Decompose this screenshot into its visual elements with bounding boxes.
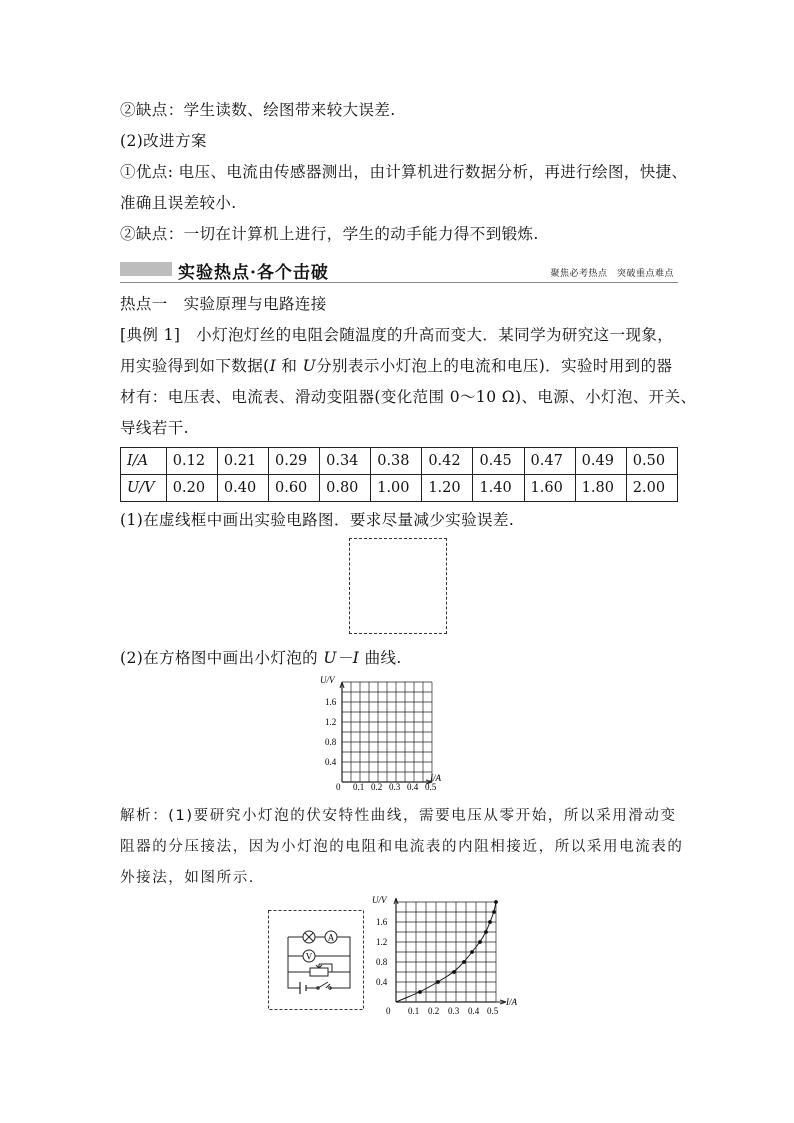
table-label-U: U/V	[121, 475, 167, 502]
data-point	[484, 930, 488, 934]
example-line-2a: 用实验得到如下数据(	[120, 357, 270, 375]
table-cell: 0.29	[269, 448, 320, 475]
origin-label: 0	[336, 782, 341, 792]
table-cell: 0.49	[575, 448, 626, 475]
table-cell: 0.80	[320, 475, 371, 502]
example-line-2c: 分别表示小灯泡上的电流和电压)．实验时用到的器	[316, 357, 673, 375]
table-cell: 0.60	[269, 475, 320, 502]
question-2-var: U－I	[323, 649, 360, 667]
lamp-x-icon	[305, 933, 313, 941]
table-cell: 0.34	[320, 448, 371, 475]
ammeter-label: A	[327, 932, 335, 943]
table-cell: 0.20	[166, 475, 217, 502]
x-tick-label: 0.5	[487, 1006, 499, 1016]
data-table	[120, 447, 678, 502]
table-cell: 1.20	[422, 475, 473, 502]
table-cell: 0.45	[473, 448, 524, 475]
cons-line-2: ②缺点：一切在计算机上进行，学生的动手能力得不到锻炼.	[120, 225, 539, 243]
solution-line-3: 外接法，如图所示.	[120, 870, 256, 886]
data-point	[436, 980, 440, 984]
axis-arrows	[340, 682, 432, 784]
battery	[300, 982, 306, 994]
section-banner	[120, 258, 678, 283]
table-cell: 0.40	[217, 475, 268, 502]
improve-title: (2)改进方案	[120, 132, 207, 150]
question-2	[120, 646, 402, 668]
table-label-I: I/A	[121, 448, 167, 475]
circuit-dashed-border	[269, 911, 364, 1010]
axis-arrows	[394, 898, 506, 1004]
y-axis-label: U/V	[372, 895, 387, 905]
table-row-current	[121, 448, 678, 475]
x-tick-label: 0.4	[468, 1006, 480, 1016]
circuit-diagram	[268, 910, 364, 1010]
table-cell: 1.00	[371, 475, 422, 502]
data-point	[488, 920, 492, 924]
y-tick-label: 0.8	[325, 737, 337, 747]
example-line-1: [典例 1] 小灯泡灯丝的电阻会随温度的升高而变大．某同学为研究这一现象，	[120, 326, 674, 344]
example-line-2	[120, 354, 672, 376]
x-tick-label: 0.5	[425, 782, 437, 792]
table-cell: 0.12	[166, 448, 217, 475]
question-1: (1)在虚线框中画出实验电路图．要求尽量减少实验误差.	[120, 511, 515, 529]
table-cell: 2.00	[626, 475, 677, 502]
data-point	[418, 990, 422, 994]
var-I: I	[269, 357, 277, 375]
x-tick-label: 0.1	[353, 782, 365, 792]
wire-bottom	[288, 972, 350, 988]
data-point	[470, 950, 474, 954]
grid-lines	[394, 898, 506, 1004]
x-tick-label: 0.3	[448, 1006, 460, 1016]
question-2b: 曲线.	[359, 649, 402, 667]
y-tick-label: 0.8	[376, 957, 388, 967]
circuit-answer-box	[349, 538, 447, 634]
banner-bar	[120, 262, 172, 276]
pros-line-2: 准确且误差较小.	[120, 194, 237, 212]
data-point	[494, 900, 498, 904]
y-axis-label: U/V	[320, 675, 335, 685]
x-tick-label: 0.2	[371, 782, 383, 792]
cons-line-1: ②缺点：学生读数、绘图带来较大误差.	[120, 101, 396, 119]
data-point	[478, 940, 482, 944]
rheostat	[310, 968, 328, 976]
banner-title: 实验热点·各个击破	[178, 263, 329, 283]
table-cell: 1.80	[575, 475, 626, 502]
x-axis-label: I/A	[430, 773, 441, 783]
hotspot-title: 热点一 实验原理与电路连接	[120, 295, 327, 313]
grid-lines	[340, 682, 432, 784]
x-tick-label: 0.4	[407, 782, 419, 792]
var-U: U	[302, 357, 317, 375]
x-tick-label: 0.3	[389, 782, 401, 792]
solution-line-1: 解析：(1)要研究小灯泡的伏安特性曲线，需要电压从零开始，所以采用滑动变	[120, 808, 677, 824]
table-cell: 0.47	[524, 448, 575, 475]
rheostat-slider	[316, 964, 322, 968]
question-2a: (2)在方格图中画出小灯泡的	[120, 649, 324, 667]
origin-label: 0	[386, 1006, 391, 1016]
y-tick-label: 0.4	[325, 757, 337, 767]
banner-subtitle: 聚焦必考热点 突破重点难点	[550, 269, 674, 279]
y-tick-label: 0.4	[376, 977, 388, 987]
table-cell: 0.50	[626, 448, 677, 475]
y-tick-label: 1.6	[325, 697, 337, 707]
data-point	[462, 960, 466, 964]
table-row-voltage	[121, 475, 678, 502]
table-cell: 1.60	[524, 475, 575, 502]
y-tick-label: 1.2	[376, 937, 388, 947]
table-cell: 0.38	[371, 448, 422, 475]
x-tick-label: 0.2	[428, 1006, 440, 1016]
answer-u-i-chart	[366, 892, 536, 1017]
y-tick-label: 1.2	[325, 717, 337, 727]
example-line-2b: 和	[276, 357, 303, 375]
data-point	[452, 970, 456, 974]
x-axis-label: I/A	[506, 997, 517, 1007]
table-cell: 1.40	[473, 475, 524, 502]
table-cell: 0.21	[217, 448, 268, 475]
example-line-3: 材有：电压表、电流表、滑动变阻器(变化范围 0～10 Ω)、电源、小灯泡、开关、	[120, 388, 697, 406]
solution-line-2: 阻器的分压接法，因为小灯泡的电阻和电流表的内阻相接近，所以采用电流表的	[120, 839, 684, 855]
y-tick-label: 1.6	[376, 917, 388, 927]
voltmeter-label: V	[305, 951, 313, 962]
example-line-4: 导线若干.	[120, 419, 189, 437]
data-point	[492, 910, 496, 914]
pros-line-1: ①优点: 电压、电流由传感器测出，由计算机进行数据分析，再进行绘图，快捷、	[120, 163, 688, 181]
blank-grid-chart	[312, 672, 462, 794]
table-cell: 0.42	[422, 448, 473, 475]
x-tick-label: 0.1	[408, 1006, 420, 1016]
